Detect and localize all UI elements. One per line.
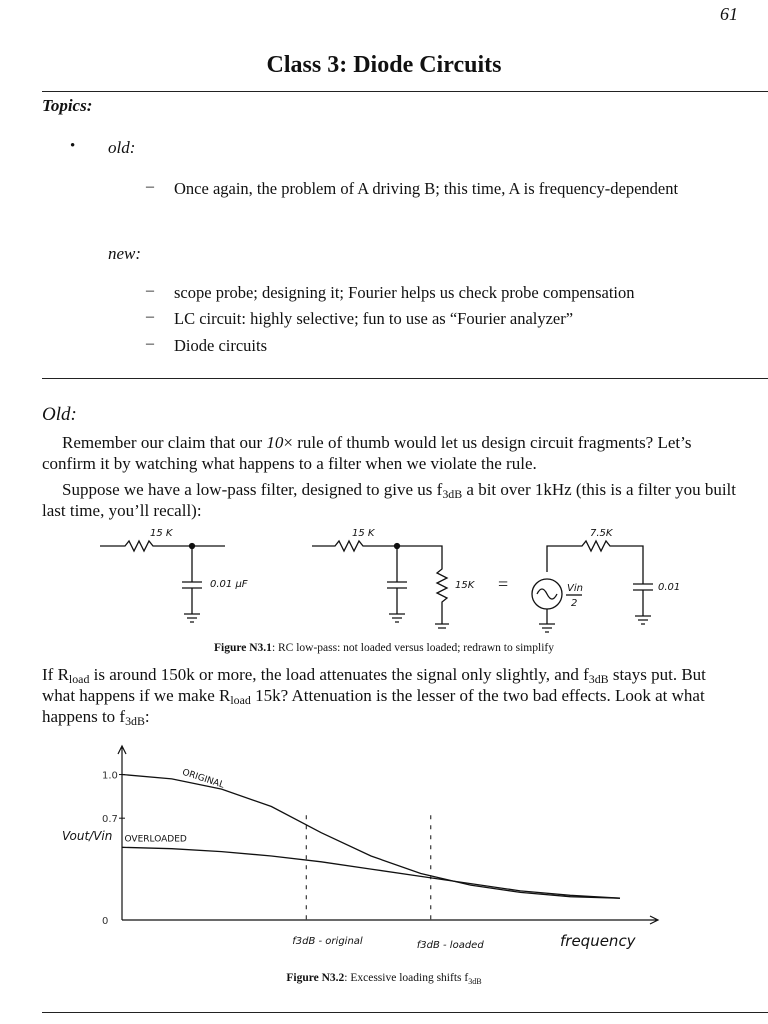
paragraph-2	[42, 479, 742, 521]
p3-sub4: 3dB	[125, 714, 145, 728]
dash-icon: –	[146, 308, 154, 325]
new-item-3: Diode circuits	[174, 336, 268, 355]
p1-text-a: Remember our claim that our	[62, 433, 267, 452]
figure1-caption-bold: Figure N3.1	[214, 642, 272, 654]
p2-sub: 3dB	[442, 487, 463, 501]
figure2-caption	[0, 972, 768, 984]
p3-a: If R	[42, 665, 69, 684]
capacitor-c1	[182, 546, 202, 622]
circuit-thevenin	[532, 528, 680, 632]
paragraph-3	[42, 664, 742, 727]
y-tick-label: 1.0	[102, 770, 118, 782]
circuit-unloaded	[100, 528, 248, 622]
series-label-1: OVERLOADED	[124, 834, 187, 845]
label-vin: Vin	[567, 583, 583, 594]
paragraph-1	[42, 432, 742, 474]
p1-text-b: × rule of thumb would let us design circuit fragments? Let’s confirm it by watching what happens to a filter when we violate the rule.	[42, 433, 692, 473]
series-line-0	[122, 775, 620, 899]
resistor-r3	[547, 541, 653, 624]
p2-text-a: Suppose we have a low-pass filter, designed to give us f	[62, 480, 443, 499]
f3db-label-0: f3dB - original	[292, 936, 363, 947]
frequency-response-chart	[60, 740, 680, 970]
y-tick-label: 0.7	[102, 814, 118, 826]
x-axis	[122, 916, 658, 924]
topics-heading: Topics:	[42, 96, 93, 115]
p3-sub2: 3dB	[588, 672, 609, 686]
capacitor-c2	[387, 546, 407, 622]
p3-b: is around 150k or more, the load attenuates the signal only slightly, and f	[89, 665, 589, 684]
old-label: old:	[108, 138, 136, 157]
circuit-diagram	[90, 524, 690, 639]
section-old-heading: Old:	[42, 404, 77, 425]
section-rule	[42, 378, 768, 379]
resistor-r1	[100, 541, 225, 551]
label-vin-den: 2	[571, 598, 578, 609]
new-item-1: scope probe; designing it; Fourier helps us check probe compensation	[174, 283, 635, 302]
p1-em: 10	[266, 433, 284, 452]
p2-text-b: a bit over 1kHz (this is a filter you built last time, you’ll recall):	[42, 480, 736, 520]
new-label: new:	[108, 244, 142, 263]
figure2-caption-sub: 3dB	[468, 977, 482, 986]
page-number: 61	[720, 4, 738, 24]
title-rule	[42, 91, 768, 92]
p3-d: 15k? Attenuation is the lesser of the two bad effects. Look at what happens to f	[42, 686, 705, 726]
label-r3: 7.5K	[590, 528, 613, 539]
figure1-caption-text: : RC low-pass: not loaded versus loaded; redrawn to simplify	[271, 642, 554, 654]
figure2-caption-text: : Excessive loading shifts f	[344, 972, 469, 984]
sine-icon	[537, 589, 557, 599]
equals-sign: =	[498, 574, 509, 594]
label-r1: 15 K	[150, 528, 173, 539]
circuit-loaded	[312, 528, 476, 628]
figure1-caption	[0, 642, 768, 654]
bottom-rule	[42, 1012, 768, 1013]
dash-icon: –	[146, 335, 154, 352]
x-axis-label: frequency	[560, 932, 636, 950]
label-rload: 15K	[455, 580, 475, 591]
y-tick-label: 0	[102, 916, 109, 927]
y-axis	[118, 746, 126, 920]
dash-icon: –	[146, 282, 154, 299]
f3db-label-1: f3dB - loaded	[416, 940, 484, 951]
p3-sub3: load	[230, 693, 251, 707]
label-c1: 0.01 μF	[210, 579, 248, 590]
y-axis-label: Vout/Vin	[62, 829, 113, 843]
bullet-icon: •	[70, 138, 76, 154]
old-item-1: Once again, the problem of A driving B; this time, A is frequency-dependent	[174, 179, 679, 198]
p3-e: :	[144, 707, 150, 726]
series-label-0: ORIGINAL	[180, 767, 226, 791]
resistor-load	[312, 541, 449, 628]
figure2-caption-bold: Figure N3.2	[286, 972, 345, 984]
series-line-1	[122, 847, 620, 898]
p3-sub1: load	[68, 672, 90, 686]
label-r2: 15 K	[352, 528, 375, 539]
new-item-2: LC circuit: highly selective; fun to use as “Fourier analyzer”	[174, 309, 574, 328]
p3-c: stays put. But what happens if we make R	[42, 665, 706, 705]
label-c3: 0.01	[658, 582, 681, 593]
dash-icon: –	[146, 178, 154, 195]
page-title: Class 3: Diode Circuits	[266, 52, 502, 78]
